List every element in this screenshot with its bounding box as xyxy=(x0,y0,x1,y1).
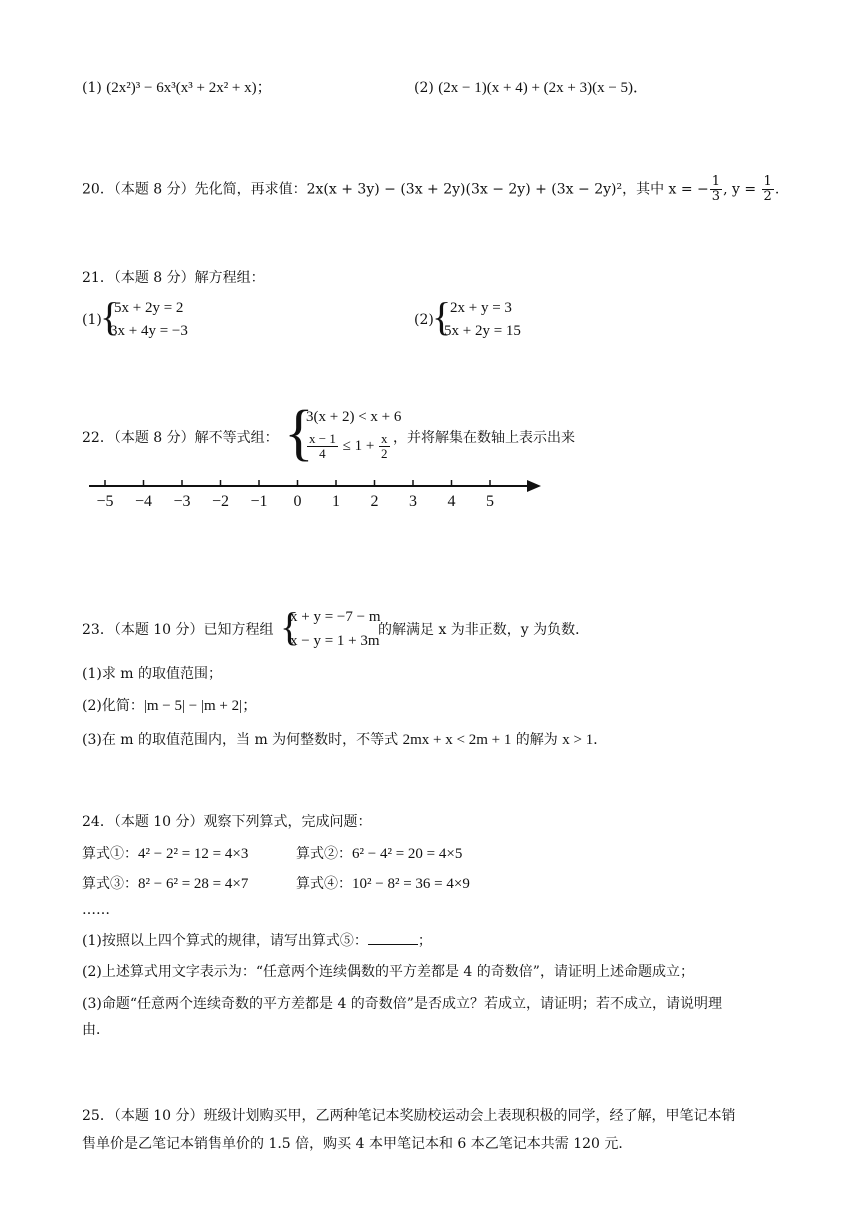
number-line-tick-label: 2 xyxy=(370,493,379,510)
q24-formula-1 xyxy=(82,844,248,864)
q20-text: 20．（本题 8 分）先化简，再求值：2x(x + 3y) − (3x + 2y)(3x − 2y) + (3x − 2y)²，其中 x = − xyxy=(82,181,709,198)
number-line-tick-label: −4 xyxy=(134,493,153,510)
q25-line2: 售单价是乙笔记本销售单价的 1.5 倍，购买 4 本甲笔记本和 6 本乙笔记本共需 120 元． xyxy=(82,1136,633,1152)
q22-ineq2-right-numerator: x xyxy=(381,431,388,446)
q24-sub1 xyxy=(82,930,432,951)
number-line-tick-label: −3 xyxy=(173,493,191,510)
number-line xyxy=(85,476,555,516)
q24-sub3-line1: (3)命题“任意两个连续奇数的平方差都是 4 的奇数倍”是否成立？若成立，请证明；若不成立，请说明理 xyxy=(82,996,722,1012)
number-line-tick-label: 1 xyxy=(332,493,340,510)
q22-inequality-1: 3(x + 2) < x + 6 xyxy=(306,409,402,425)
q20-fraction-x xyxy=(710,175,722,204)
q20-fraction-y-denominator: 2 xyxy=(763,189,772,204)
q24-sub3-line2: 由． xyxy=(82,1022,110,1038)
answer-blank[interactable] xyxy=(368,930,418,945)
q22-brace: { xyxy=(284,399,314,467)
q20-end: . xyxy=(774,181,780,198)
q23-eq1: x + y = −7 − m xyxy=(290,609,381,625)
number-line-tick-label: 3 xyxy=(409,493,417,510)
q20-fraction-y-numerator: 1 xyxy=(763,174,772,189)
number-line-tick-label: −2 xyxy=(211,493,230,510)
q21-part2-brace: { xyxy=(432,294,452,339)
q19-part2 xyxy=(414,78,648,98)
q21-part2-eq1: 2x + y = 3 xyxy=(450,300,512,316)
q22-ineq2-mid: ≤ 1 + xyxy=(338,437,379,454)
q19-part2-label: (2) xyxy=(414,80,434,96)
q24-sub1-end: ； xyxy=(417,933,432,949)
number-line-tick-label: 5 xyxy=(486,493,494,510)
q24-formula-3-expression: 8² − 6² = 28 = 4×7 xyxy=(138,876,249,892)
q24-formula-3-label: 算式③： xyxy=(82,876,138,892)
q23-sub3-text-a: (3)在 m 的取值范围内，当 m 为何整数时，不等式 xyxy=(82,732,403,748)
q21-part1-eq2: 3x + 4y = −3 xyxy=(110,323,188,339)
q19-part2-expression: (2x − 1)(x + 4) + (2x + 3)(x − 5)． xyxy=(438,80,649,96)
q22-ineq2-left-fraction xyxy=(307,432,338,461)
q23-sub2-label: (2)化简： xyxy=(82,698,144,714)
number-line-arrow xyxy=(527,480,541,492)
q23-sub2-expression: |m − 5| − |m + 2|； xyxy=(143,698,258,714)
q22-ineq2-left-numerator: x − 1 xyxy=(309,431,336,446)
q22-ineq2-left-denominator: 4 xyxy=(319,446,326,461)
q20-fraction-y xyxy=(762,175,774,204)
q24-ellipsis: …… xyxy=(82,902,110,918)
q19-part1-expression: (2x²)³ − 6x³(x³ + 2x² + x)； xyxy=(106,80,272,96)
q22-inequality-2 xyxy=(306,432,391,461)
q24-formula-3 xyxy=(82,874,248,894)
q23-sub3-solution: x > 1 xyxy=(562,732,594,748)
q22-ineq2-right-fraction xyxy=(379,432,390,461)
q24-heading: 24．（本题 10 分）观察下列算式，完成问题： xyxy=(82,814,372,830)
q21-part2-eq2: 5x + 2y = 15 xyxy=(444,323,521,339)
q20-mid: , y = xyxy=(723,181,761,198)
q23-sub3 xyxy=(82,730,607,750)
number-line-tick-label: 4 xyxy=(447,493,456,510)
q23-sub2 xyxy=(82,696,257,716)
q24-formula-2-expression: 6² − 4² = 20 = 4×5 xyxy=(352,846,463,862)
q21-part1-label: (1) xyxy=(82,312,102,328)
q23-sub1: (1)求 m 的取值范围； xyxy=(82,666,223,682)
number-line-tick-label: 0 xyxy=(293,493,302,510)
q20-question xyxy=(82,175,779,204)
q23-sub3-end: ． xyxy=(593,732,608,748)
q19-part1 xyxy=(82,78,272,98)
q24-formula-1-label: 算式①： xyxy=(82,846,138,862)
q22-tail: ，并将解集在数轴上表示出来 xyxy=(393,430,575,446)
q23-text-b: 的解满足 x 为非正数，y 为负数． xyxy=(378,622,590,638)
q20-fraction-x-numerator: 1 xyxy=(711,174,721,189)
q21-part1-eq1: 5x + 2y = 2 xyxy=(114,300,184,316)
q24-formula-4 xyxy=(296,874,470,894)
q24-formula-1-expression: 4² − 2² = 12 = 4×3 xyxy=(138,846,249,862)
q24-formula-4-expression: 10² − 8² = 36 = 4×9 xyxy=(352,876,470,892)
q19-part1-label: (1) xyxy=(82,80,102,96)
q24-sub1-text: (1)按照以上四个算式的规律，请写出算式⑤： xyxy=(82,933,368,949)
q21-part2-label: (2) xyxy=(414,312,434,328)
q24-formula-2 xyxy=(296,844,462,864)
q24-formula-2-label: 算式②： xyxy=(296,846,352,862)
q21-part1-brace: { xyxy=(100,294,120,339)
q23-brace: { xyxy=(280,604,300,649)
q24-sub2: (2)上述算式用文字表示为：“任意两个连续偶数的平方差都是 4 的奇数倍”，请证明上述命题成立； xyxy=(82,964,694,980)
q21-heading: 21．（本题 8 分）解方程组： xyxy=(82,270,265,286)
q22-ineq2-right-denominator: 2 xyxy=(381,446,388,461)
q23-sub3-text-b: 的解为 xyxy=(511,732,563,748)
q24-formula-4-label: 算式④： xyxy=(296,876,352,892)
q23-text-a: 23．（本题 10 分）已知方程组 xyxy=(82,622,274,638)
q20-fraction-x-denominator: 3 xyxy=(711,189,721,204)
number-line-tick-label: −1 xyxy=(250,493,268,510)
number-line-tick-label: −5 xyxy=(96,493,114,510)
q23-sub3-inequality: 2mx + x < 2m + 1 xyxy=(402,732,512,748)
q23-eq2: x − y = 1 + 3m xyxy=(290,633,380,649)
q25-line1: 25．（本题 10 分）班级计划购买甲，乙两种笔记本奖励校运动会上表现积极的同学，经了解，甲笔记本销 xyxy=(82,1108,736,1124)
q22-heading: 22．（本题 8 分）解不等式组： xyxy=(82,430,279,446)
